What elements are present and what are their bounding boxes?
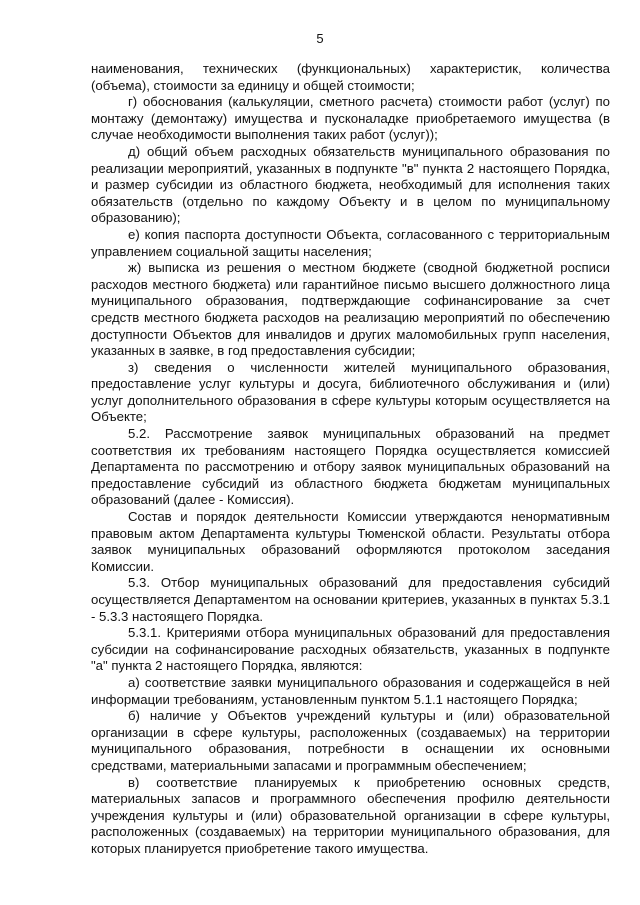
- paragraph-criterion-b: б) наличие у Объектов учреждений культуры и (или) образовательной организации в сфере культуры, расположенных (создаваемых) на территории муниципального образования, потребности в оснащении их основными средствами, материальными запасами и программным обеспечением;: [91, 708, 610, 773]
- paragraph-criterion-v: в) соответствие планируемых к приобретению основных средств, материальных запасов и программного обеспечения профилю деятельности учреждения культуры и (или) образовательной организации в сфере культуры, расположенных (создаваемых) на территории муниципального образования, для которых планируется приобретение такого имущества.: [91, 774, 610, 856]
- paragraph-continuation: наименования, технических (функциональных) характеристик, количества (объема), стоимости за единицу и общей стоимости;: [91, 61, 610, 93]
- paragraph-criterion-a: а) соответствие заявки муниципального образования и содержащейся в ней информации требованиям, установленным пунктом 5.1.1 настоящего Порядка;: [91, 674, 610, 707]
- paragraph-5-3-1: 5.3.1. Критериями отбора муниципальных образований для предоставления субсидии на софинансирование расходных обязательств, указанных в подпункте "а" пункта 2 настоящего Порядка, являются:: [91, 625, 610, 674]
- paragraph-item-d: д) общий объем расходных обязательств муниципального образования по реализации мероприятий, указанных в подпункте "в" пункта 2 настоящего Порядка, и размер субсидии из областного бюджета, необходимый для исполнения таких обязательств (отдельно по каждому Объекту и в целом по муниципальному образованию);: [91, 143, 610, 226]
- paragraph-item-e: е) копия паспорта доступности Объекта, согласованного с территориальным управлением социальной защиты населения;: [91, 226, 610, 259]
- page-number: 5: [316, 31, 324, 46]
- document-body: [91, 61, 610, 858]
- paragraph-item-g: г) обоснования (калькуляции, сметного расчета) стоимости работ (услуг) по монтажу (демонтажу) имущества и пусконаладке приобретаемого имущества (в случае необходимости выполнения таких работ (услуг));: [91, 94, 610, 143]
- paragraph-item-z: з) сведения о численности жителей муниципального образования, предоставление услуг культуры и досуга, библиотечного обслуживания и (или) услуг дополнительного образования в сфере культуры которым осуществляется на Объекте;: [91, 359, 610, 425]
- paragraph-5-3: 5.3. Отбор муниципальных образований для предоставления субсидий осуществляется Департаментом на основании критериев, указанных в пунктах 5.3.1 - 5.3.3 настоящего Порядка.: [91, 575, 610, 624]
- paragraph-commission: Состав и порядок деятельности Комиссии утверждаются ненормативным правовым актом Департамента культуры Тюменской области. Результаты отбора заявок муниципальных образований оформляются протоколом заседания Комиссии.: [91, 509, 610, 574]
- paragraph-item-zh: ж) выписка из решения о местном бюджете (сводной бюджетной росписи расходов местного бюджета) или гарантийное письмо высшего должностного лица муниципального образования, подтверждающие софинансирование за счет средств местного бюджета расходов на реализацию мероприятий по обеспечению доступности Объектов для инвалидов и других маломобильных групп населения, указанных в заявке, в год предоставления субсидии;: [91, 260, 610, 359]
- paragraph-5-2: 5.2. Рассмотрение заявок муниципальных образований на предмет соответствия их требованиям настоящего Порядка осуществляется комиссией Департамента по рассмотрению и отбору заявок муниципальных образований на предоставление субсидий из областного бюджета бюджетам муниципальных образований (далее - Комиссия).: [91, 426, 610, 508]
